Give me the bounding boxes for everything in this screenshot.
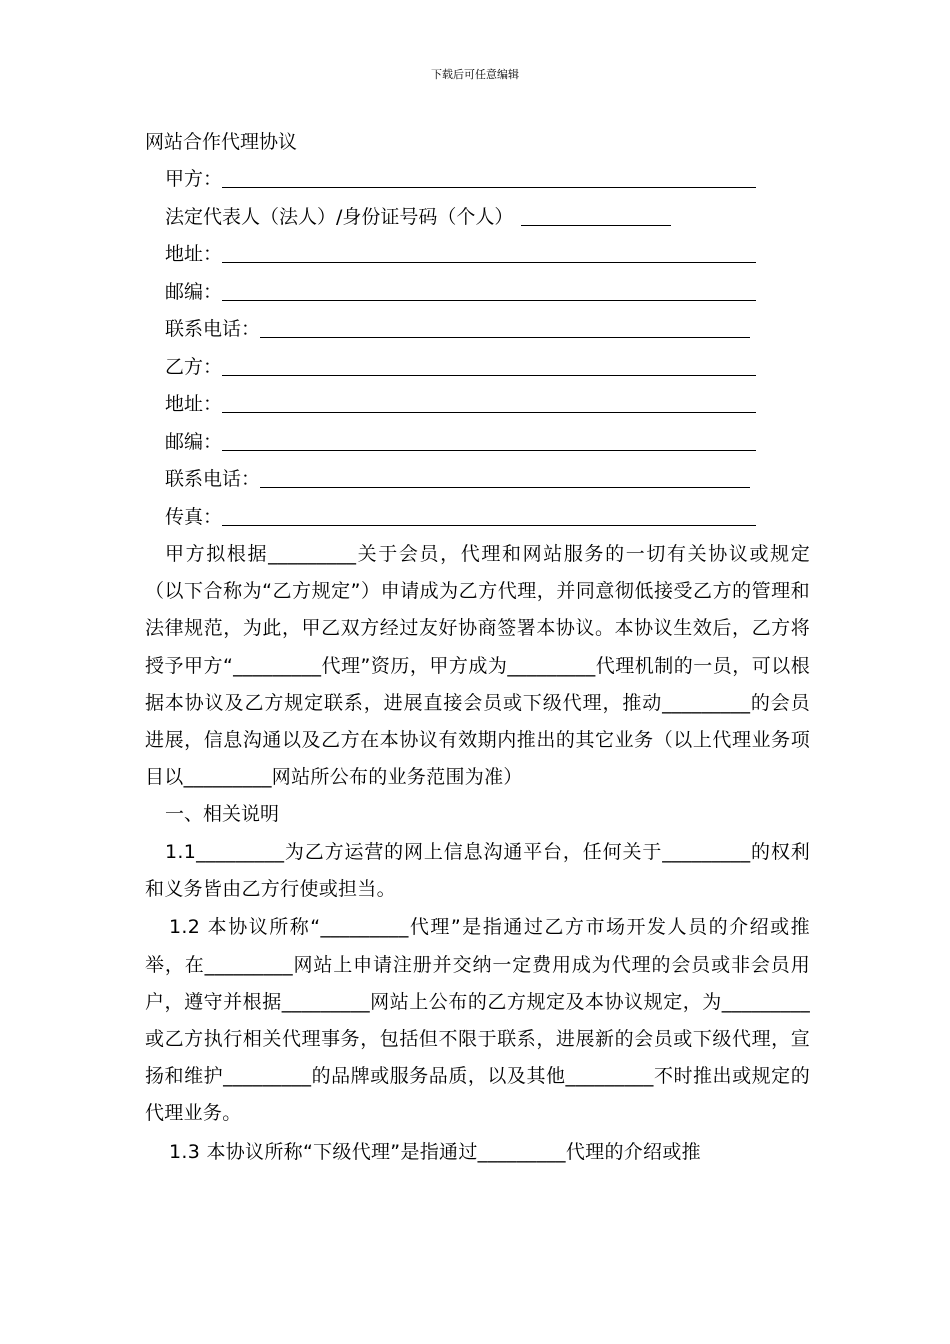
party-b-fax-field	[145, 499, 810, 537]
blank-line	[521, 199, 671, 226]
party-b-name-field	[145, 349, 810, 387]
page-header: 下载后可任意编辑	[431, 68, 519, 81]
party-a-phone-field	[145, 311, 810, 349]
field-label: 联系电话：	[165, 468, 261, 490]
blank-line	[222, 236, 756, 263]
blank-line	[222, 386, 756, 413]
clause-1-3: 1.3 本协议所称“下级代理”是指通过_________代理的介绍或推	[169, 1140, 701, 1163]
clause-1-2: 1.2 本协议所称“_________代理”是指通过乙方市场开发人员的介绍或推举，在_________网站上申请注册并交纳一定费用成为代理的会员或非会员用户，遵守并根据_________网站上公布的乙方规定及本协议规定，为_________或乙方执行相关代理事务，包括但不限于联系，进展新的会员或下级代理，宣扬和维护_________的品牌或服务品质，以及其他_________不时推出或规定的代理业务。	[145, 916, 810, 1125]
blank-line	[222, 424, 756, 451]
field-label: 传真：	[165, 505, 223, 528]
blank-line	[222, 161, 756, 188]
field-label: 邮编：	[165, 430, 223, 453]
field-label: 乙方：	[165, 355, 223, 378]
blank-line	[260, 311, 750, 338]
blank-line	[222, 349, 756, 376]
section-1-heading: 一、相关说明	[165, 803, 280, 826]
party-a-name-field	[145, 161, 810, 199]
blank-line	[222, 274, 756, 301]
document-title: 网站合作代理协议	[145, 131, 298, 153]
party-a-rep-field	[145, 199, 810, 237]
field-label: 地址：	[165, 393, 223, 415]
party-b-postcode-field	[145, 424, 810, 462]
field-label: 地址：	[165, 243, 223, 265]
field-label: 法定代表人（法人）/身份证号码（个人）	[165, 205, 514, 228]
field-label: 甲方：	[165, 168, 223, 190]
field-label: 联系电话：	[165, 318, 261, 340]
party-a-address-field	[145, 236, 810, 274]
document-body	[145, 124, 810, 1171]
party-a-postcode-field	[145, 274, 810, 312]
party-b-address-field	[145, 386, 810, 424]
intro-paragraph: 甲方拟根据_________关于会员，代理和网站服务的一切有关协议或规定（以下合称为“乙方规定”）申请成为乙方代理，并同意彻低接受乙方的管理和法律规范，为此，甲乙双方经过友好协商签署本协议。本协议生效后，乙方将授予甲方“_________代理”资历，甲方成为_________代理机制的一员，可以根据本协议及乙方规定联系，进展直接会员或下级代理，推动_________的会员进展，信息沟通以及乙方在本协议有效期内推出的其它业务（以上代理业务项目以_________网站所公布的业务范围为准）	[145, 543, 810, 789]
blank-line	[222, 499, 756, 526]
party-b-phone-field	[145, 461, 810, 499]
field-label: 邮编：	[165, 280, 223, 303]
clause-1-1: 1.1_________为乙方运营的网上信息沟通平台，任何关于_________的权利和义务皆由乙方行使或担当。	[145, 840, 810, 901]
blank-line	[260, 461, 750, 488]
